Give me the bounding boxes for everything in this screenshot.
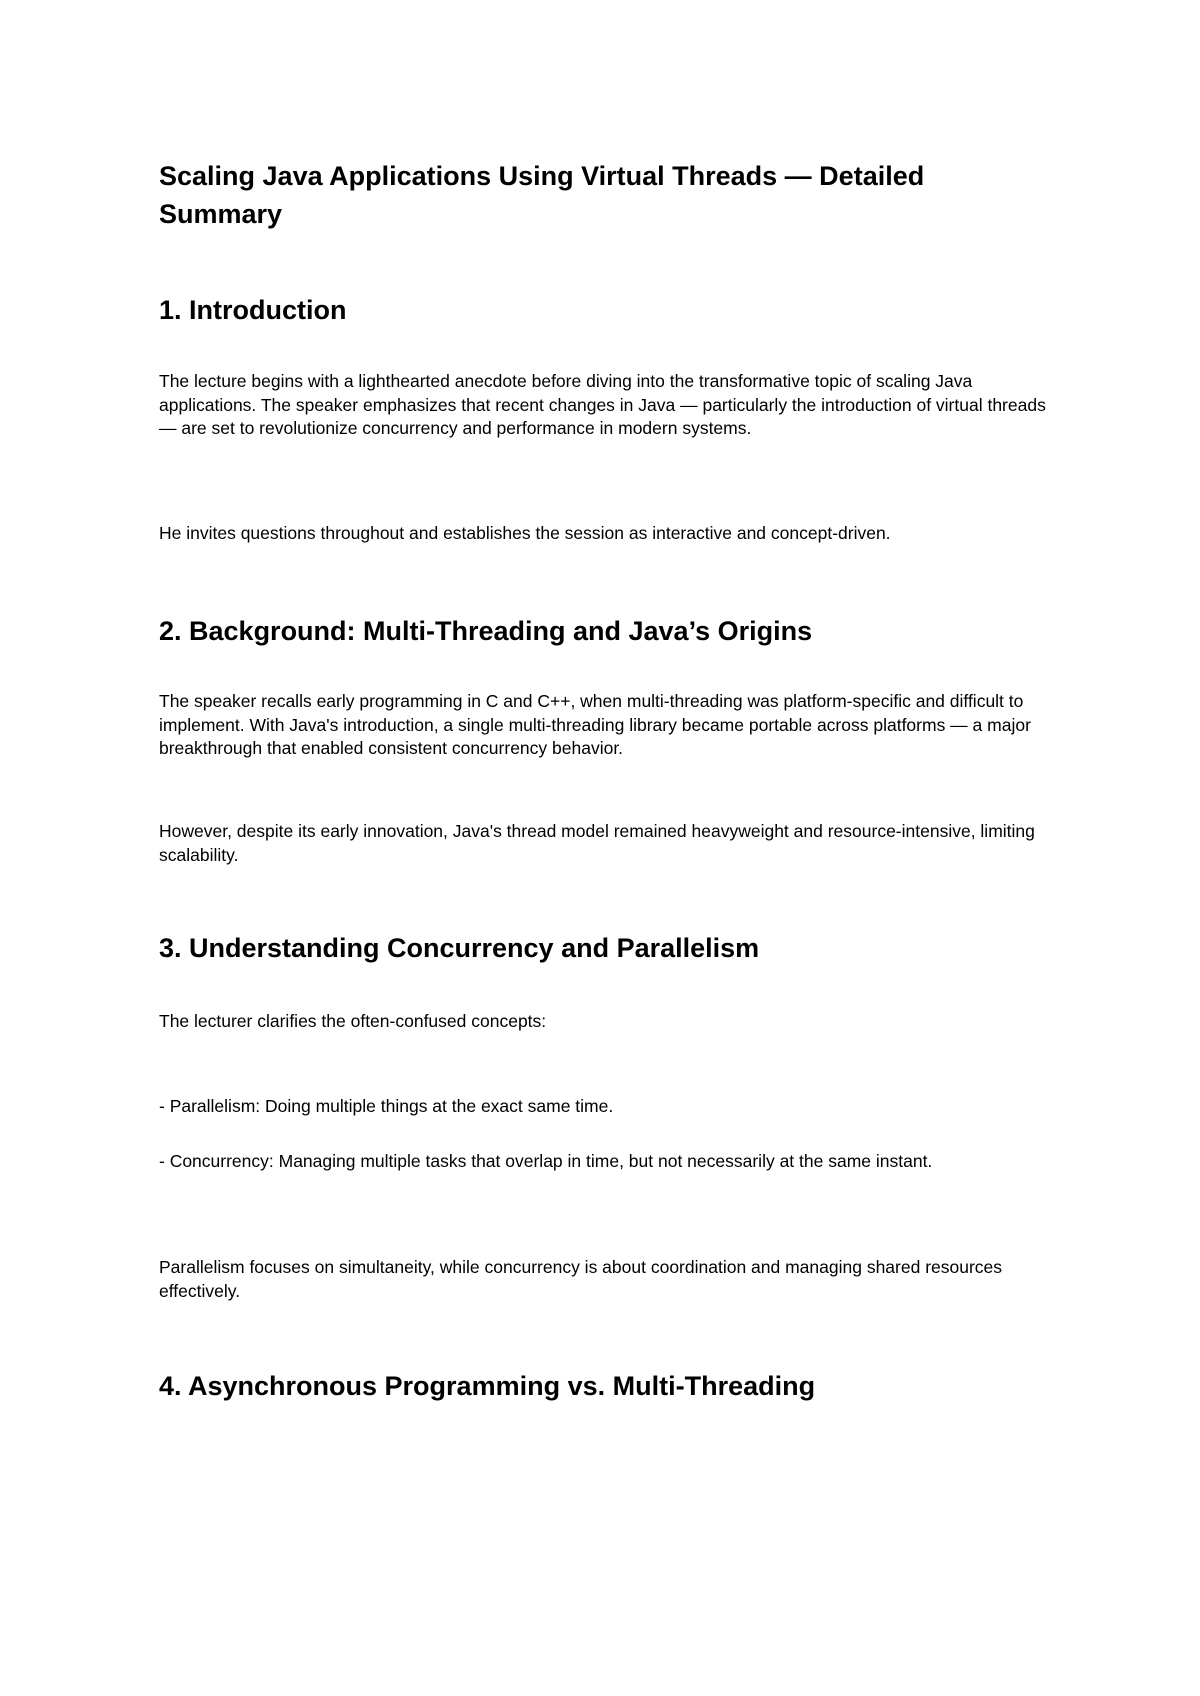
section-heading-background: 2. Background: Multi-Threading and Java’s Origins: [159, 616, 813, 646]
paragraph: Parallelism focuses on simultaneity, while concurrency is about coordination and managing shared resources effectively.: [159, 1257, 1003, 1301]
paragraph: He invites questions throughout and establishes the session as interactive and concept-driven.: [159, 523, 891, 543]
list-item: - Concurrency: Managing multiple tasks that overlap in time, but not necessarily at the same instant.: [159, 1151, 933, 1171]
paragraph: However, despite its early innovation, Java's thread model remained heavyweight and resource-intensive, limiting scalability.: [159, 821, 1035, 865]
section-heading-async: 4. Asynchronous Programming vs. Multi-Threading: [159, 1371, 816, 1401]
paragraph: The lecturer clarifies the often-confused concepts:: [159, 1011, 547, 1031]
paragraph: The speaker recalls early programming in C and C++, when multi-threading was platform-specific and difficult to implement. With Java's introduction, a single multi-threading library became portable across platforms — a major breakthrough that enabled consistent concurrency behavior.: [159, 691, 1031, 758]
paragraph: The lecture begins with a lighthearted anecdote before diving into the transformative topic of scaling Java applications. The speaker emphasizes that recent changes in Java — particularly the introduction of virtual threads — are set to revolutionize concurrency and performance in modern systems.: [159, 371, 1046, 438]
document-title: Scaling Java Applications Using Virtual Threads — Detailed Summary: [159, 161, 925, 229]
section-heading-concurrency: 3. Understanding Concurrency and Parallelism: [159, 933, 760, 963]
list-item: - Parallelism: Doing multiple things at the exact same time.: [159, 1096, 614, 1116]
section-heading-introduction: 1. Introduction: [159, 295, 347, 325]
